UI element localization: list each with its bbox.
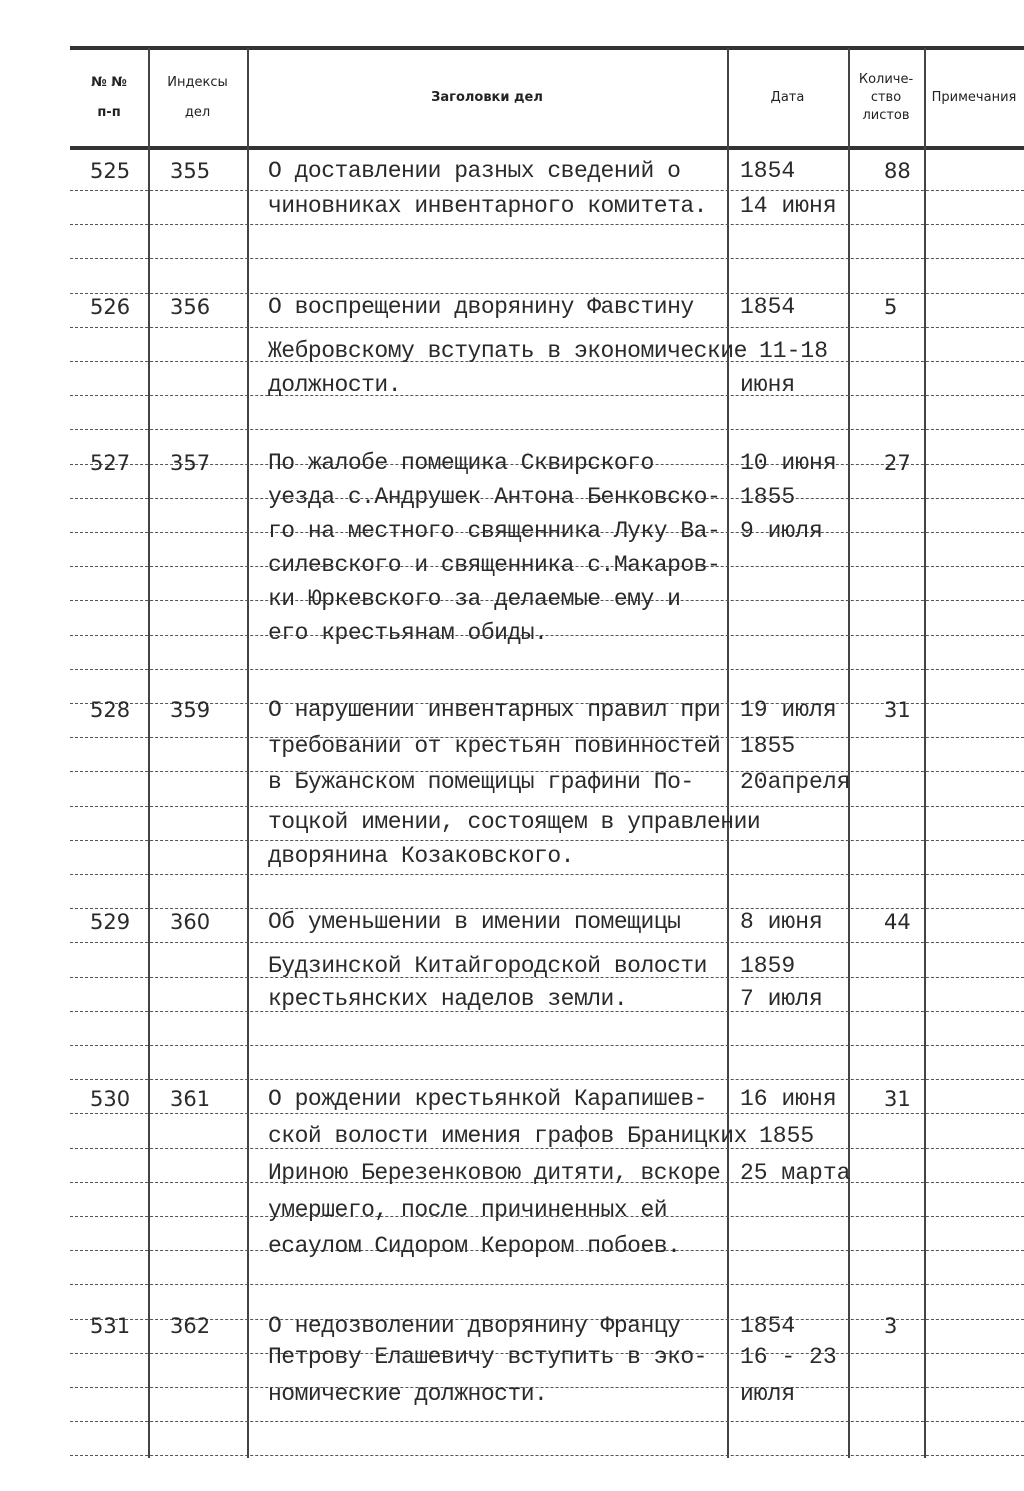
entry-sheet-count: 5 <box>884 295 898 319</box>
entry-date-line: 19 июля <box>740 697 837 723</box>
header-count-line: листов <box>862 108 910 123</box>
entry-date-line: 1859 <box>740 953 796 979</box>
column-divider <box>148 48 150 1458</box>
entry-sheet-count: 27 <box>884 451 911 475</box>
entry-title-line: тоцкой имении, состоящем в управлении <box>268 809 761 835</box>
entry-date-line: 8 июня <box>740 909 823 935</box>
entry-index: 361 <box>170 1087 211 1111</box>
entry-title-line: По жалобе помещика Сквирского <box>268 450 654 476</box>
column-divider <box>848 48 850 1458</box>
entry-sheet-count: 31 <box>884 698 911 722</box>
entry-title-line: силевского и священника с.Макаров- <box>268 552 721 578</box>
ruled-line <box>70 1045 1024 1046</box>
entry-title-line: го на местного священника Луку Ва- <box>268 518 721 544</box>
entry-title-line: его крестьянам обиды. <box>268 620 548 646</box>
entry-title-line: дворянина Козаковского. <box>268 843 574 869</box>
entry-title-line: номические должности. <box>268 1381 548 1407</box>
entry-date-line: 7 июля <box>740 986 823 1012</box>
entry-date-line: 10 июня <box>740 450 837 476</box>
entry-index: 360 <box>170 910 211 934</box>
entry-date-line: 9 июля <box>740 518 823 544</box>
entry-date-line: 20апреля <box>740 769 851 795</box>
entry-number: 526 <box>90 295 131 319</box>
entry-title-line: ской волости имения графов Браницких <box>268 1123 747 1149</box>
ruled-line <box>70 942 1024 943</box>
entry-number: 531 <box>90 1314 131 1338</box>
column-divider <box>727 48 729 1458</box>
ruled-line <box>70 806 1024 807</box>
entry-title-line: умершего, после причиненных ей <box>268 1197 668 1223</box>
column-divider <box>924 48 926 1458</box>
entry-date-line: июня <box>740 372 796 398</box>
entry-title-line: ки Юркевского за делаемые ему и <box>268 586 681 612</box>
ruled-line <box>70 395 1024 396</box>
entry-date-line: 1855 <box>740 733 796 759</box>
ruled-line <box>70 1455 1024 1456</box>
entry-number: 530 <box>90 1087 131 1111</box>
header-index-line: дел <box>184 105 211 120</box>
entry-title-line: требовании от крестьян повинностей <box>268 733 721 759</box>
entry-title-line: есаулом Сидором Керором побоев. <box>268 1233 681 1259</box>
entry-index: 359 <box>170 698 211 722</box>
header-count-line: ство <box>870 90 902 105</box>
header-number-line: п-п <box>97 105 121 120</box>
header-date-text: Дата <box>770 90 805 105</box>
header-title <box>247 48 727 148</box>
entry-date-line: 1855 <box>740 484 796 510</box>
header-count-line: Количе- <box>858 72 914 87</box>
ruled-line <box>70 1079 1024 1080</box>
entry-date-line: июля <box>740 1381 796 1407</box>
entry-sheet-count: 44 <box>884 910 911 934</box>
entry-title-line: должности. <box>268 372 402 398</box>
entry-title-line: Ириною Березенковою дитяти, вскоре <box>268 1160 721 1186</box>
ruled-line <box>70 840 1024 841</box>
entry-sheet-count: 3 <box>884 1314 898 1338</box>
entry-number: 528 <box>90 698 131 722</box>
entry-title-line: в Бужанском помещицы графини По- <box>268 769 694 795</box>
entry-index: 362 <box>170 1314 211 1338</box>
entry-date-line: 1854 <box>740 158 796 184</box>
entry-date-line: 16 - 23 <box>740 1344 837 1370</box>
entry-date-line: 16 июня <box>740 1086 837 1112</box>
entry-date-line: 1854 <box>740 1313 796 1339</box>
entry-title-line: Будзинской Китайгородской волости <box>268 953 707 979</box>
entry-title-line: Об уменьшении в имении помещицы <box>268 909 681 935</box>
header-title-text: Заголовки дел <box>431 90 543 105</box>
entry-number: 527 <box>90 451 131 475</box>
column-divider <box>247 48 249 1458</box>
header-number <box>70 48 148 148</box>
entry-date-line: 1855 <box>759 1123 815 1149</box>
header-index <box>148 48 247 148</box>
ruled-line <box>70 874 1024 875</box>
ruled-line <box>70 327 1024 328</box>
entry-title-line: уезда с.Андрушек Антона Бенковско- <box>268 484 721 510</box>
header-number-line: № № <box>91 75 127 90</box>
entry-index: 355 <box>170 159 211 183</box>
entry-number: 529 <box>90 910 131 934</box>
entry-title-line: Жебровскому вступать в экономические <box>268 338 747 364</box>
header-count <box>848 48 924 148</box>
entry-title-line: О воспрещении дворянину Фавстину <box>268 294 694 320</box>
header-index-line: Индексы <box>167 75 228 90</box>
entry-date-line: 14 июня <box>740 193 837 219</box>
ruled-line <box>70 224 1024 225</box>
entry-date-line: 25 марта <box>740 1160 851 1186</box>
header-notes-text: Примечания <box>931 90 1017 105</box>
ruled-line <box>70 1421 1024 1422</box>
entry-number: 525 <box>90 159 131 183</box>
ruled-line <box>70 258 1024 259</box>
ruled-line <box>70 1113 1024 1114</box>
entry-date-line: 11-18 <box>759 338 829 364</box>
entry-title-line: О нарушении инвентарных правил при <box>268 697 721 723</box>
entry-sheet-count: 88 <box>884 159 911 183</box>
entry-sheet-count: 31 <box>884 1087 911 1111</box>
entry-index: 356 <box>170 295 211 319</box>
entry-title-line: крестьянских наделов земли. <box>268 986 628 1012</box>
entry-index: 357 <box>170 451 211 475</box>
entry-title-line: О рождении крестьянкой Карапишев- <box>268 1086 707 1112</box>
ruled-line <box>70 190 1024 191</box>
ruled-line <box>70 1284 1024 1285</box>
header-notes <box>924 48 1024 148</box>
header-date <box>727 48 848 148</box>
ruled-line <box>70 429 1024 430</box>
entry-title-line: чиновниках инвентарного комитета. <box>268 193 707 219</box>
entry-title-line: О доставлении разных сведений о <box>268 158 681 184</box>
entry-title-line: О недозволении дворянину Францу <box>268 1313 681 1339</box>
entry-date-line: 1854 <box>740 294 796 320</box>
ruled-line <box>70 669 1024 670</box>
entry-title-line: Петрову Елашевичу вступить в эко- <box>268 1344 707 1370</box>
